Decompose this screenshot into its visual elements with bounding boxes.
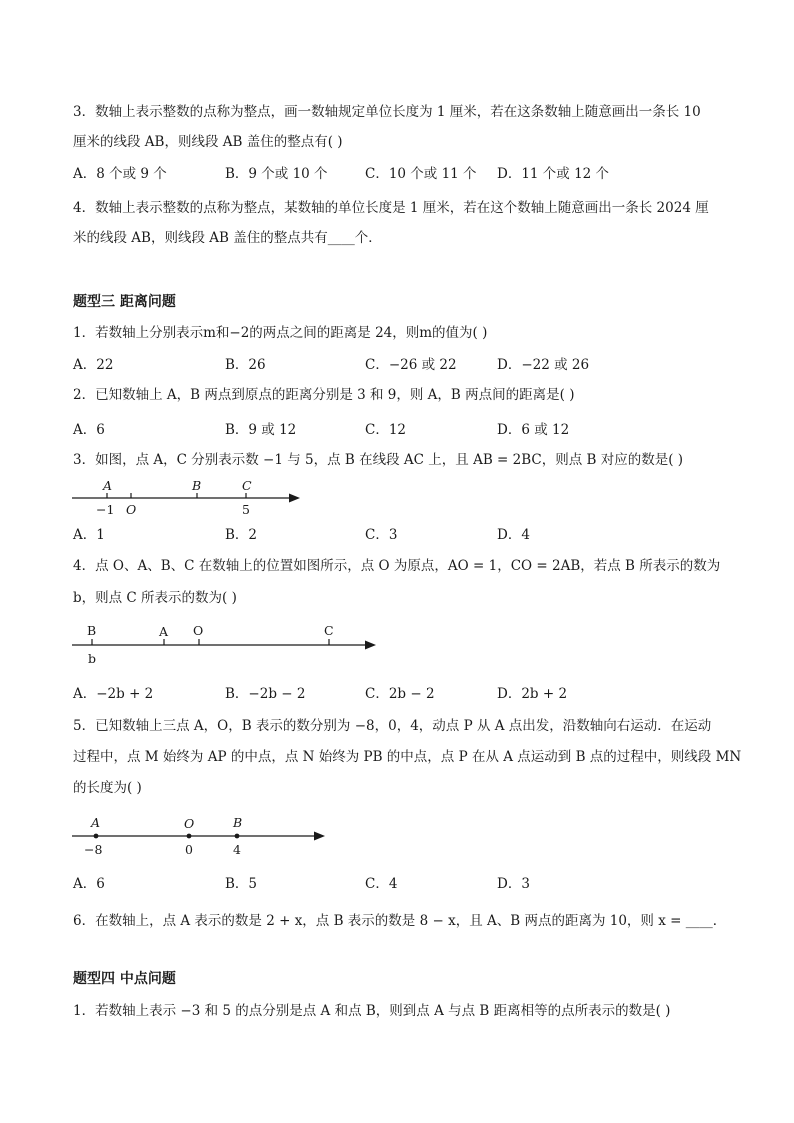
point-label-o: O	[193, 623, 204, 638]
q4-text-line2: 米的线段 AB，则线段 AB 盖住的整点共有____个．	[73, 230, 382, 246]
option-c: C．10 个或 11 个	[365, 166, 477, 182]
p3-q5-number-line	[70, 814, 334, 860]
option-c: C．4	[365, 876, 398, 892]
p3-q4-number-line	[70, 622, 380, 668]
p3-q5-text-line1: 5．已知数轴上三点 A，O，B 表示的数分别为 −8，0，4，动点 P 从 A 点出发，沿数轴向右运动．在运动	[73, 718, 712, 734]
option-b: B．9 个或 10 个	[225, 166, 328, 182]
p3-q1-options	[73, 356, 733, 374]
p3-q3-options	[73, 526, 733, 544]
p3-q6-text: 6．在数轴上，点 A 表示的数是 2 + x，点 B 表示的数是 8 − x，且 A、B 两点的距离为 10，则 x = ____．	[73, 913, 727, 929]
q3-text-line1: 3．数轴上表示整数的点称为整点，画一数轴规定单位长度为 1 厘米，若在这条数轴上随意画出一条长 10	[73, 104, 701, 120]
value-label-c: 5	[242, 502, 250, 517]
point-label-o: O	[126, 502, 137, 517]
p3-q5-text-line3: 的长度为( )	[73, 780, 142, 796]
option-d: D．4	[497, 527, 530, 543]
point-label-c: C	[324, 623, 334, 638]
option-a: A．8 个或 9 个	[73, 166, 167, 182]
point-label-b: B	[233, 815, 243, 830]
value-label-b: 4	[233, 842, 241, 857]
option-b: B．9 或 12	[225, 422, 297, 438]
value-label-b: b	[88, 651, 97, 666]
q3-text-line2: 厘米的线段 AB，则线段 AB 盖住的整点有( )	[73, 134, 343, 150]
p3-q2-options	[73, 421, 733, 439]
option-a: A．6	[73, 422, 105, 438]
q3-options	[73, 165, 733, 183]
point-label-c: C	[242, 478, 252, 493]
option-c: C．2b − 2	[365, 686, 435, 702]
p3-q2-text: 2．已知数轴上 A，B 两点到原点的距离分别是 3 和 9，则 A，B 两点间的距离是( )	[73, 387, 575, 403]
option-b: B．−2b − 2	[225, 686, 306, 702]
option-c: C．3	[365, 527, 398, 543]
option-d: D．3	[497, 876, 530, 892]
value-label-a: −8	[84, 842, 103, 857]
option-d: D．−22 或 26	[497, 357, 590, 373]
point-label-o: O	[184, 816, 195, 831]
p3-q4-options	[73, 685, 733, 703]
p3-q4-text-line1: 4．点 O、A、B、C 在数轴上的位置如图所示，点 O 为原点，AO = 1，CO = 2AB，若点 B 所表示的数为	[73, 558, 721, 574]
p3-q1-text: 1．若数轴上分别表示m和−2的两点之间的距离是 24，则m的值为( )	[73, 325, 488, 341]
point-label-a: A	[159, 624, 169, 639]
point-label-b: B	[87, 623, 97, 638]
value-label-a: −1	[96, 502, 115, 517]
option-b: B．26	[225, 357, 266, 373]
option-a: A．6	[73, 876, 105, 892]
section-title-distance: 题型三 距离问题	[73, 294, 176, 310]
p3-q3-text: 3．如图，点 A，C 分别表示数 −1 与 5，点 B 在线段 AC 上，且 AB = 2BC，则点 B 对应的数是( )	[73, 452, 684, 468]
option-a: A．−2b + 2	[73, 686, 154, 702]
option-b: B．5	[225, 876, 258, 892]
option-d: D．2b + 2	[497, 686, 568, 702]
p4-q1-text: 1．若数轴上表示 −3 和 5 的点分别是点 A 和点 B，则到点 A 与点 B 距离相等的点所表示的数是( )	[73, 1003, 671, 1019]
option-c: C．12	[365, 422, 407, 438]
q4-text-line1: 4．数轴上表示整数的点称为整点，某数轴的单位长度是 1 厘米，若在这个数轴上随意画出一条长 2024 厘	[73, 200, 709, 216]
option-b: B．2	[225, 527, 258, 543]
section-title-midpoint: 题型四 中点问题	[73, 971, 176, 987]
p3-q5-text-line2: 过程中，点 M 始终为 AP 的中点，点 N 始终为 PB 的中点，点 P 在从 A 点运动到 B 点的过程中，则线段 MN	[73, 749, 742, 765]
p3-q3-number-line	[70, 476, 310, 518]
option-a: A．22	[73, 357, 114, 373]
p3-q4-text-line2: b，则点 C 所表示的数为( )	[73, 590, 237, 606]
option-d: D．11 个或 12 个	[497, 166, 610, 182]
value-label-o: 0	[185, 842, 193, 857]
point-label-b: B	[192, 478, 202, 493]
option-a: A．1	[73, 527, 105, 543]
point-label-a: A	[91, 815, 101, 830]
option-d: D．6 或 12	[497, 422, 570, 438]
p3-q5-options	[73, 875, 733, 893]
option-c: C．−26 或 22	[365, 357, 457, 373]
point-label-a: A	[103, 478, 113, 493]
